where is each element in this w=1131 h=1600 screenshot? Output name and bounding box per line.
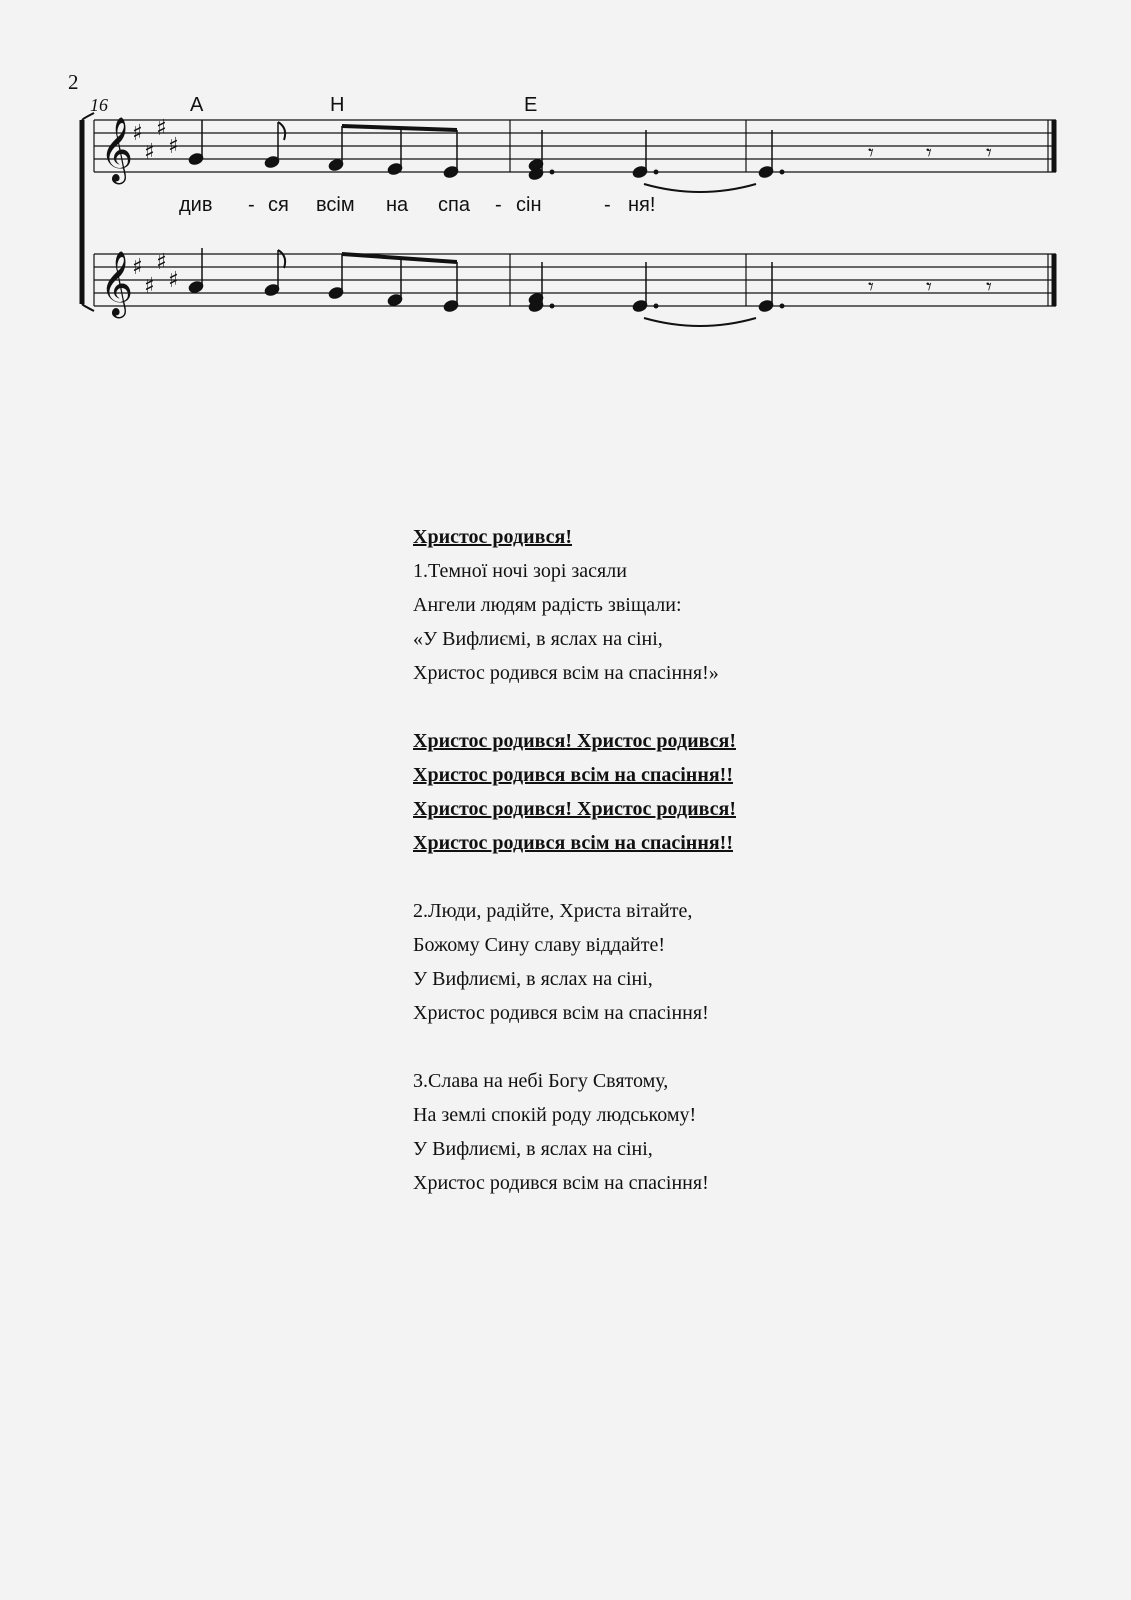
treble-clef-icon: 𝄞 bbox=[100, 251, 134, 316]
svg-text:𝄾: 𝄾 bbox=[986, 141, 992, 166]
verse-1-line: Христос родився всім на спасіння!» bbox=[413, 662, 719, 684]
song-title: Христос родився! bbox=[413, 526, 572, 548]
verse-1-line: «У Вифлиємі, в яслах на сіні, bbox=[413, 628, 663, 650]
score-lyric: ня! bbox=[628, 194, 656, 216]
svg-text:𝄾: 𝄾 bbox=[868, 141, 874, 166]
rests-upper bbox=[868, 141, 992, 166]
staff-upper bbox=[94, 120, 1056, 172]
song-text bbox=[413, 520, 736, 1200]
svg-text:♯: ♯ bbox=[156, 116, 167, 141]
svg-text:𝄾: 𝄾 bbox=[986, 275, 992, 300]
svg-text:𝄾: 𝄾 bbox=[868, 275, 874, 300]
score-lyric: всім bbox=[316, 194, 355, 216]
svg-text:𝄾: 𝄾 bbox=[926, 141, 932, 166]
score-lyric: див bbox=[179, 194, 213, 216]
notes-upper bbox=[188, 120, 784, 192]
score-lyric: спа bbox=[438, 194, 470, 216]
chord-symbol: H bbox=[330, 94, 345, 116]
verse-2-line: Божому Сину славу віддайте! bbox=[413, 934, 666, 956]
svg-text:♯: ♯ bbox=[156, 250, 167, 275]
refrain-line: Христос родився! Христос родився! bbox=[413, 798, 736, 820]
svg-text:♯: ♯ bbox=[132, 121, 143, 146]
chord-symbol: A bbox=[190, 94, 204, 116]
verse-2-line: Христос родився всім на спасіння! bbox=[413, 1002, 709, 1024]
score-lyric: - bbox=[248, 194, 255, 216]
refrain-line: Христос родився всім на спасіння!! bbox=[413, 764, 733, 786]
notes-lower bbox=[188, 248, 784, 326]
verse-3-line: 3.Слава на небі Богу Святому, bbox=[413, 1070, 669, 1092]
score-lyric: - bbox=[495, 194, 502, 216]
score-lyric: ся bbox=[268, 194, 289, 216]
stanza-gap bbox=[413, 690, 736, 724]
refrain-line: Христос родився! Христос родився! bbox=[413, 730, 736, 752]
measure-number: 16 bbox=[90, 95, 108, 115]
svg-text:𝄾: 𝄾 bbox=[926, 275, 932, 300]
score-lyric: - bbox=[604, 194, 611, 216]
verse-1-line: 1.Темної ночі зорі засяли bbox=[413, 560, 627, 582]
svg-text:♯: ♯ bbox=[168, 268, 179, 293]
music-score bbox=[0, 0, 1131, 340]
verse-2-line: У Вифлиємі, в яслах на сіні, bbox=[413, 968, 653, 990]
verse-2-line: 2.Люди, радійте, Христа вітайте, bbox=[413, 900, 693, 922]
rests-lower bbox=[868, 275, 992, 300]
verse-1-line: Ангели людям радість звіщали: bbox=[413, 594, 682, 616]
svg-text:♯: ♯ bbox=[168, 134, 179, 159]
key-signature-upper bbox=[132, 116, 179, 165]
svg-text:♯: ♯ bbox=[132, 255, 143, 280]
svg-text:♯: ♯ bbox=[144, 140, 155, 165]
refrain-line: Христос родився всім на спасіння!! bbox=[413, 832, 733, 854]
score-lyric: сін bbox=[516, 194, 542, 216]
staff-lower bbox=[94, 254, 1056, 306]
verse-3-line: Христос родився всім на спасіння! bbox=[413, 1172, 709, 1194]
page-number: 2 bbox=[68, 70, 79, 94]
stanza-gap bbox=[413, 860, 736, 894]
verse-3-line: На землі спокій роду людському! bbox=[413, 1104, 697, 1126]
treble-clef-icon: 𝄞 bbox=[100, 117, 134, 182]
chord-symbol: E bbox=[524, 94, 538, 116]
verse-3-line: У Вифлиємі, в яслах на сіні, bbox=[413, 1138, 653, 1160]
svg-text:♯: ♯ bbox=[144, 274, 155, 299]
score-lyric: на bbox=[386, 194, 409, 216]
stanza-gap bbox=[413, 1030, 736, 1064]
key-signature-lower bbox=[132, 250, 179, 299]
system-bracket bbox=[82, 113, 94, 311]
